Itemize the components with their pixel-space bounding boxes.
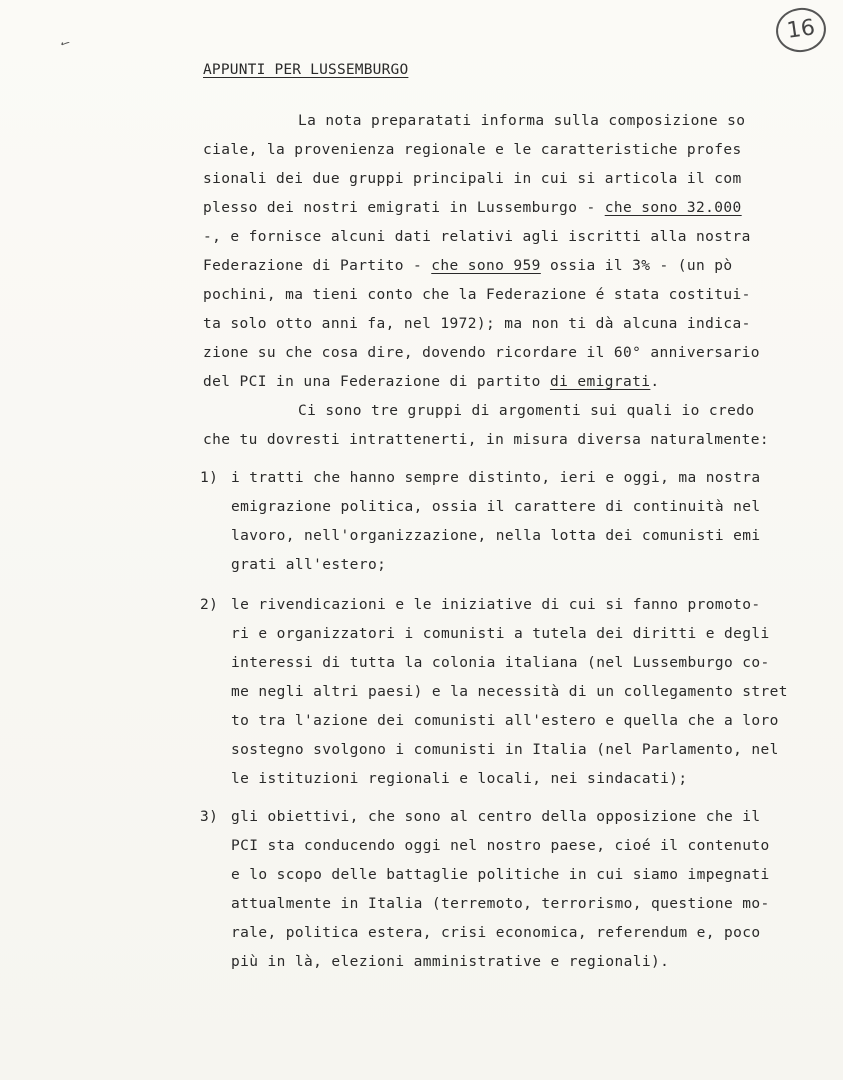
paragraph-line [203,372,660,392]
list-number: 3) [200,809,219,825]
text-span: plesso dei nostri emigrati in Lussemburgo - [203,200,605,216]
list-item-line: sostegno svolgono i comunisti in Italia (nel Parlamento, nel [231,742,779,758]
list-item-line: ri e organizzatori i comunisti a tutela dei diritti e degli [231,626,770,642]
list-item-line: rale, politica estera, crisi economica, referendum e, poco [231,925,761,941]
list-item-line: gli obiettivi, che sono al centro della opposizione che il [231,809,761,825]
list-item-line: PCI sta conducendo oggi nel nostro paese, cioé il contenuto [231,838,770,854]
underlined-text: che sono 959 [431,258,541,274]
paragraph-line: pochini, ma tieni conto che la Federazione é stata costitui- [203,287,751,303]
text-span: ossia il 3% - (un pò [540,258,733,274]
underlined-text: di emigrati [549,374,651,390]
paragraph-line: La nota preparatati informa sulla composizione so [298,113,746,129]
list-number: 1) [200,470,219,486]
paragraph-line: zione su che cosa dire, dovendo ricordare il 60° anniversario [203,345,760,361]
paragraph-line [203,256,733,276]
list-number: 2) [200,597,219,613]
page-number: 16 [773,5,829,56]
text-span: Federazione di Partito - [203,258,432,274]
paragraph-line: sionali dei due gruppi principali in cui si articola il com [203,171,742,187]
list-item-line: le istituzioni regionali e locali, nei sindacati); [231,771,688,787]
list-item-line: me negli altri paesi) e la necessità di un collegamento stret [231,684,788,700]
paragraph-line: -, e fornisce alcuni dati relativi agli iscritti alla nostra [203,229,751,245]
paragraph-line: ta solo otto anni fa, nel 1972); ma non ti dà alcuna indica- [203,316,751,332]
page-title: APPUNTI PER LUSSEMBURGO [203,62,409,78]
list-item-line: i tratti che hanno sempre distinto, ieri e oggi, ma nostra [231,470,761,486]
paragraph-line: che tu dovresti intrattenerti, in misura diversa naturalmente: [203,432,770,448]
list-item-line: grati all'estero; [231,557,387,573]
underlined-text: che sono 32.000 [604,200,742,216]
list-item-line: più in là, elezioni amministrative e regionali). [231,954,670,970]
list-item-line: to tra l'azione dei comunisti all'estero e quella che a loro [231,713,779,729]
list-item-line: interessi di tutta la colonia italiana (nel Lussemburgo co- [231,655,770,671]
list-item-line: attualmente in Italia (terremoto, terrorismo, questione mo- [231,896,770,912]
pen-mark-icon: ✓ [56,34,73,53]
list-item-line: lavoro, nell'organizzazione, nella lotta dei comunisti emi [231,528,761,544]
paragraph-line: ciale, la provenienza regionale e le caratteristiche profes [203,142,742,158]
list-item-line: le rivendicazioni e le iniziative di cui si fanno promoto- [231,597,761,613]
paragraph-line: Ci sono tre gruppi di argomenti sui quali io credo [298,403,755,419]
list-item-line: e lo scopo delle battaglie politiche in cui siamo impegnati [231,867,770,883]
paragraph-line [203,198,742,218]
text-span: . [650,374,660,390]
list-item-line: emigrazione politica, ossia il carattere di continuità nel [231,499,761,515]
text-span: del PCI in una Federazione di partito [203,374,550,390]
